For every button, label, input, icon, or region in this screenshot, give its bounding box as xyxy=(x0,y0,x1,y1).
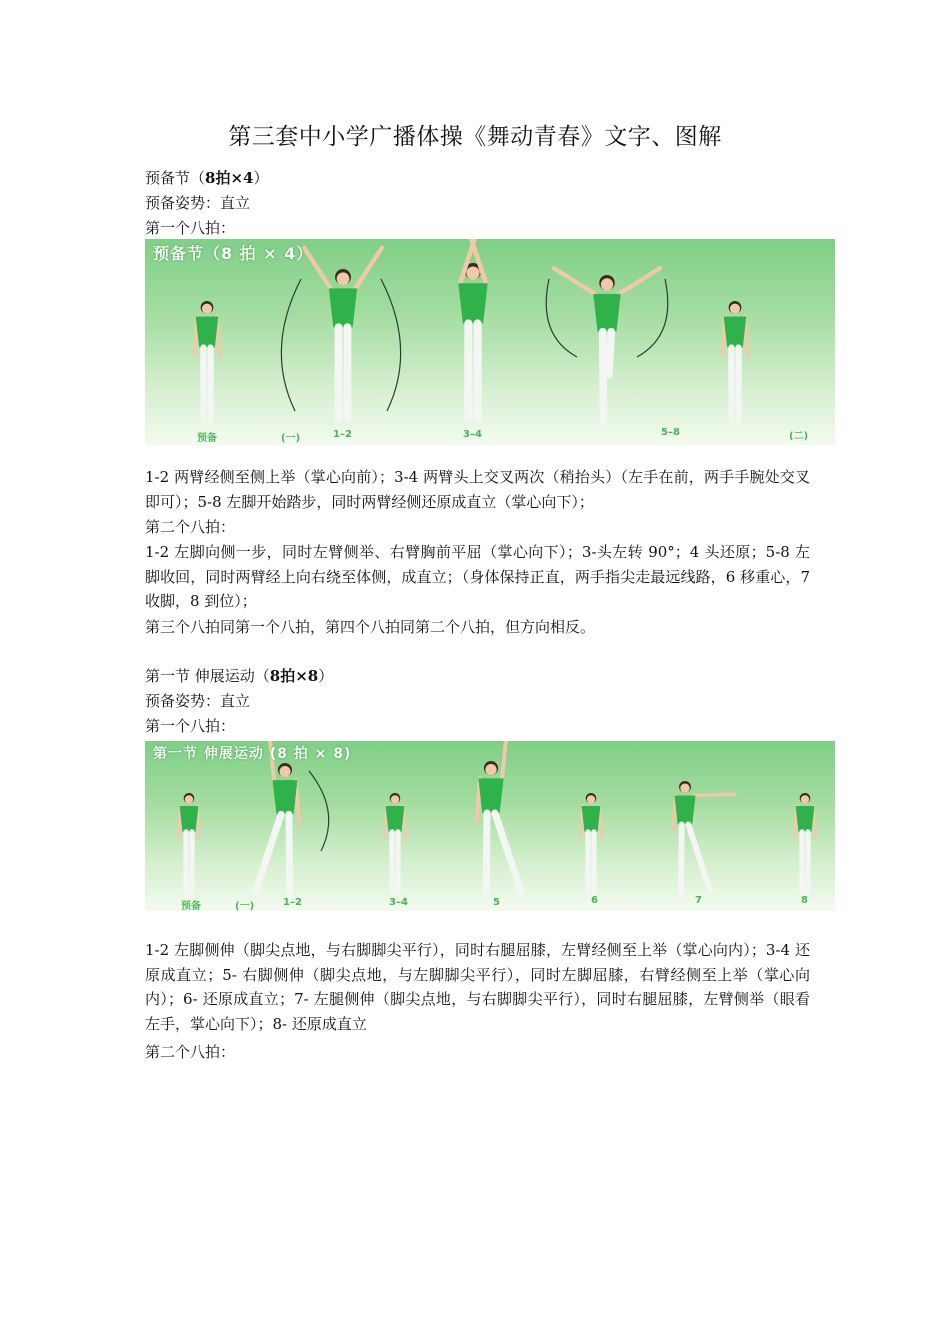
heading-beats: 8拍×8 xyxy=(269,667,319,685)
prep-arc-right xyxy=(381,279,401,411)
prep-label-5-8: 5–8 xyxy=(661,427,680,438)
one-second-eight: 第二个八拍： xyxy=(145,1043,236,1061)
heading-prefix: 第一节 伸展运动（ xyxy=(145,667,270,685)
one-pose-7 xyxy=(673,781,735,893)
one-label-5: 5 xyxy=(493,897,500,908)
one-arc-1-2 xyxy=(309,771,329,851)
prep-label-3-4: 3–4 xyxy=(463,429,482,440)
prep-desc-1: 1-2 两臂经侧至侧上举（掌心向前）；3-4 两臂头上交叉两次（稍抬头）（左手在前，两手手腕处交叉即可）；5-8 左脚开始踏步，同时两臂经侧还原成直立（掌心向下）； xyxy=(145,468,810,511)
one-label-3-4: 3–4 xyxy=(389,897,408,908)
page-title: 第三套中小学广播体操《舞动青春》文字、图解 xyxy=(228,124,722,150)
prep-posture: 预备姿势：直立 xyxy=(145,194,251,212)
prep-illustration xyxy=(145,239,835,445)
prep-note: 第三个八拍同第一个八拍，第四个八拍同第二个八拍，但方向相反。 xyxy=(145,618,596,636)
heading-suffix: ） xyxy=(318,667,334,685)
one-label-1-2: 1–2 xyxy=(283,897,302,908)
one-pose-6 xyxy=(580,793,601,893)
one-pose-8 xyxy=(794,793,815,893)
prep-label-two: (二) xyxy=(789,431,809,442)
one-posture: 预备姿势：直立 xyxy=(145,692,251,710)
prep-figures-canvas xyxy=(145,239,835,445)
heading-beats: 8拍×4 xyxy=(205,169,254,187)
prep-first-eight: 第一个八拍： xyxy=(145,219,236,237)
prep-pose-1-2 xyxy=(304,248,382,419)
prep-figure-heading: 预备节（8 拍 × 4） xyxy=(153,244,314,263)
one-figures-canvas xyxy=(145,741,835,911)
prep-label-one: (一) xyxy=(281,433,301,444)
one-label-8: 8 xyxy=(801,895,808,906)
prep-pose-5-8 xyxy=(554,268,660,421)
one-label-6: 6 xyxy=(591,895,598,906)
prep-desc-2: 1-2 左脚向侧一步，同时左臂侧举、右臂胸前平屈（掌心向下）；3-头左转 90°；4 头还原；5-8 左脚收回，同时两臂经上向右绕至体侧，成直立；（身体保持正直，两手指尖走最远线路，6 移重心，7 收脚，8 到位）； xyxy=(145,543,810,610)
prep-label-ready: 预备 xyxy=(197,433,217,444)
one-label-ready: 预备 xyxy=(181,901,201,911)
one-pose-3-4 xyxy=(384,793,405,893)
prep-pose-3-4 xyxy=(458,239,487,419)
one-pose-5 xyxy=(477,741,521,895)
prep-second-eight: 第二个八拍： xyxy=(145,518,236,536)
one-label-one: (一) xyxy=(235,901,255,911)
section-prep-heading xyxy=(145,168,268,188)
section-one-heading xyxy=(145,666,333,686)
one-desc-1: 1-2 左脚侧伸（脚尖点地，与右脚脚尖平行），同时右腿屈膝，左臂经侧至上举（掌心向内）；3-4 还原成直立；5- 右脚侧伸（脚尖点地，与左脚脚尖平行），同时左脚屈膝，右臂经侧至上举（掌心向内）；6- 还原成直立；7- 左腿侧伸（脚尖点地，与右脚脚尖平行），同时右腿屈膝，左臂侧举（眼看左手，掌心向下）；8- 还原成直立 xyxy=(145,941,810,1033)
one-pose-ready xyxy=(178,793,199,893)
heading-suffix: ） xyxy=(253,169,269,187)
prep-pose-two xyxy=(722,301,747,421)
prep-arc-wide-right xyxy=(637,279,668,357)
prep-label-1-2: 1–2 xyxy=(333,429,352,440)
one-label-7: 7 xyxy=(695,895,702,906)
prep-pose-ready xyxy=(194,301,219,421)
one-first-eight: 第一个八拍： xyxy=(145,717,236,735)
prep-arc-wide-left xyxy=(546,279,577,357)
heading-prefix: 预备节（ xyxy=(145,169,206,187)
one-figure-heading: 第一节 伸展运动 (8 拍 × 8) xyxy=(153,746,352,762)
one-illustration xyxy=(145,741,835,911)
one-pose-1-2 xyxy=(255,741,298,895)
prep-arc-left xyxy=(281,279,301,411)
